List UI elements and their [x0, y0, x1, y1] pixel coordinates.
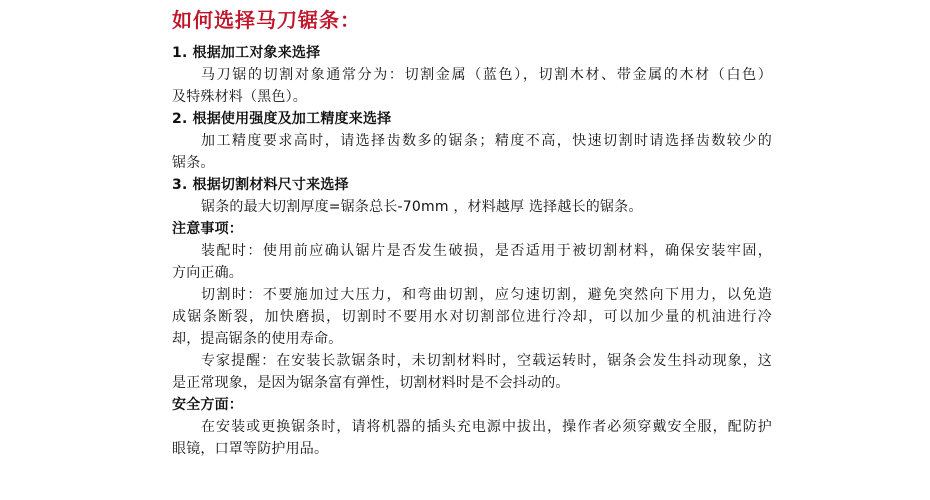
section-2-heading: 2. 根据使用强度及加工精度来选择 — [172, 111, 392, 127]
section-3-text: 锯条的最大切割厚度=锯条总长-70mm ，材料越厚 选择越长的锯条。 — [201, 199, 643, 215]
safety-text: 眼镜，口罩等防护用品。 — [172, 441, 329, 457]
page-title: 如何选择马刀锯条： — [172, 8, 361, 32]
note-assembly-text: 装配时：使用前应确认锯片是否发生破损，是否适用于被切割材料，确保安装牢固， — [201, 243, 772, 259]
note-cutting-text: 成锯条断裂，加快磨损，切割时不要用水对切割部位进行冷却，可以加少量的机油进行冷 — [172, 309, 772, 325]
safety-text: 在安装或更换锯条时，请将机器的插头充电源中拔出，操作者必须穿戴安全服，配防护 — [201, 419, 772, 435]
section-3-heading: 3. 根据切割材料尺寸来选择 — [172, 177, 349, 193]
section-1-text: 及特殊材料（黑色）。 — [172, 89, 307, 105]
note-cutting-text: 切割时：不要施加过大压力，和弯曲切割，应匀速切割，避免突然向下用力，以免造 — [201, 287, 772, 303]
section-2-text: 锯条。 — [172, 155, 215, 171]
note-expert-text: 是正常现象，是因为锯条富有弹性，切割材料时是不会抖动的。 — [172, 375, 570, 391]
section-2-text: 加工精度要求高时，请选择齿数多的锯条；精度不高，快速切割时请选择齿数较少的 — [201, 133, 772, 149]
note-cutting-text: 却，提高锯条的使用寿命。 — [172, 331, 343, 347]
section-1-text: 马刀锯的切割对象通常分为：切割金属（蓝色），切割木材、带金属的木材（白色） — [201, 67, 772, 83]
note-expert-text: 专家提醒：在安装长款锯条时，未切割材料时，空载运转时，锯条会发生抖动现象，这 — [201, 353, 772, 369]
section-1-heading: 1. 根据加工对象来选择 — [172, 45, 321, 61]
note-assembly-text: 方向正确。 — [172, 265, 243, 281]
notes-heading: 注意事项： — [172, 221, 243, 237]
safety-heading: 安全方面： — [172, 397, 243, 413]
